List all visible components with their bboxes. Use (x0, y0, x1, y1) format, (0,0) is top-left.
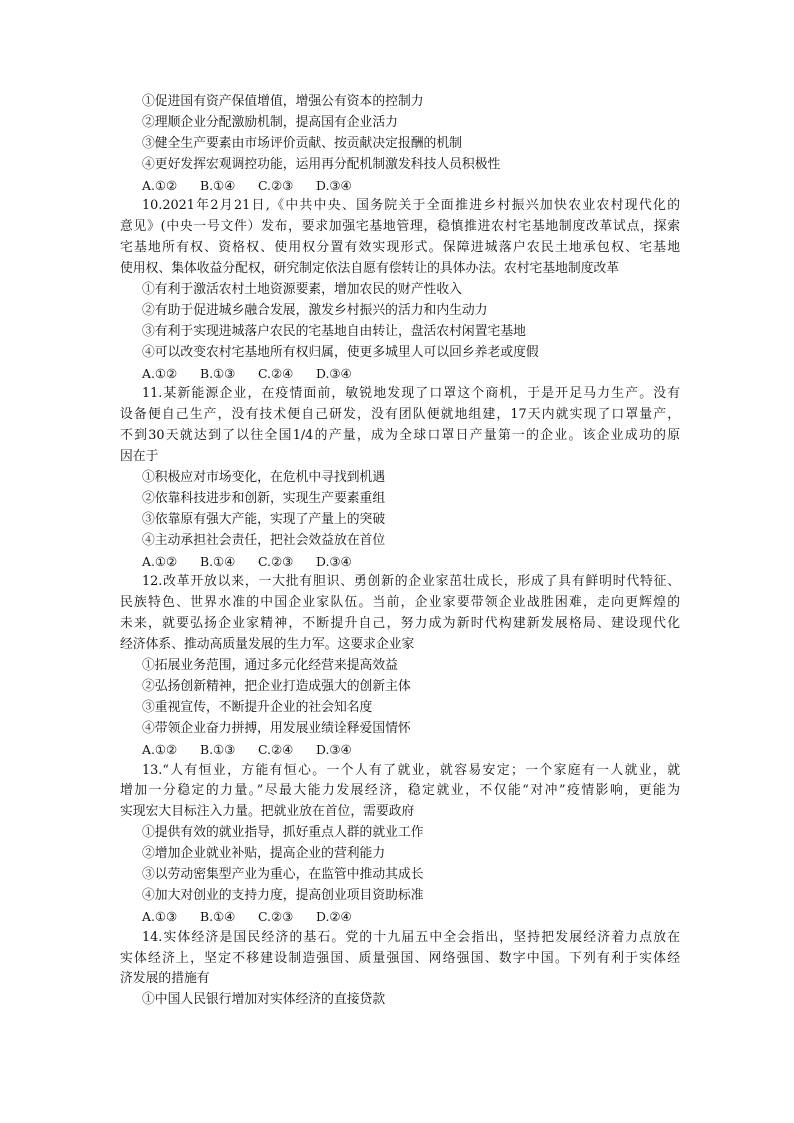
q11-choice-d: D.③④ (316, 553, 352, 569)
q10-choice-c: C.②④ (258, 365, 294, 381)
q11-option-1: ①积极应对市场变化，在危机中寻找到机遇 (142, 470, 386, 486)
q10-option-2: ②有助于促进城乡融合发展，激发乡村振兴的活力和内生动力 (142, 302, 488, 318)
q10-stem-line-3: 宅基地所有权、资格权、使用权分置有效实现形式。保障进城落户农民土地承包权、宅基地 (120, 240, 680, 256)
q11-stem-line-3: 不到30天就达到了以往全国1/4的产量，成为全球口罩日产量第一的企业。该企业成功的原 (120, 428, 680, 444)
q10-stem-line-1: 10.2021年2月21日,《中共中央、国务院关于全面推进乡村振兴加快农业农村现代化的 (142, 198, 680, 214)
q13-stem-line-2: 增加一分稳定的力量。”尽最大能力发展经济，稳定就业，不仅能“对冲”疫情影响，更能为 (120, 783, 680, 799)
q14-stem-line-3: 济发展的措施有 (120, 971, 210, 987)
q10-choice-b: B.①③ (200, 365, 236, 381)
q14-option-1: ①中国人民银行增加对实体经济的直接贷款 (142, 992, 386, 1008)
q9-choices (0, 176, 794, 197)
q11-option-2: ②依靠科技进步和创新，实现生产要素重组 (142, 490, 386, 506)
q10-choice-a: A.①② (142, 365, 178, 381)
q13-choice-c: C.②③ (258, 908, 294, 924)
q12-option-4: ④带领企业奋力拼搏，用发展业绩诠释爱国情怀 (142, 720, 411, 736)
q10-option-1: ①有利于激活农村土地资源要素，增加农民的财产性收入 (142, 282, 462, 298)
q13-choice-a: A.①③ (142, 908, 178, 924)
q11-stem-line-1: 11.某新能源企业，在疫情面前，敏锐地发现了口罩这个商机，于是开足马力生产。没有 (142, 386, 680, 402)
q12-choices (0, 740, 794, 761)
q13-choice-d: D.②④ (316, 908, 352, 924)
q12-stem-line-2: 民族特色、世界水准的中国企业家队伍。当前，企业家要带领企业战胜困难，走向更辉煌的 (120, 595, 680, 611)
q12-option-1: ①拓展业务范围，通过多元化经营来提高效益 (142, 658, 398, 674)
q13-choice-b: B.①④ (200, 908, 236, 924)
q14-stem-line-2: 实体经济上，坚定不移建设制造强国、质量强国、网络强国、数字中国。下列有利于实体经 (120, 950, 680, 966)
q11-option-3: ③依靠原有强大产能，实现了产量上的突破 (142, 511, 386, 527)
q11-option-4: ④主动承担社会责任，把社会效益放在首位 (142, 532, 386, 548)
q10-stem-line-4: 使用权、集体收益分配权，研究制定依法自愿有偿转让的具体办法。农村宅基地制度改革 (120, 261, 620, 277)
q10-option-4: ④可以改变农村宅基地所有权归属，使更多城里人可以回乡养老或度假 (142, 344, 539, 360)
q11-choices (0, 552, 794, 573)
q11-stem-line-2: 设备便自己生产，没有技术便自己研发，没有团队便就地组建，17天内就实现了口罩量产， (120, 407, 680, 423)
q12-option-2: ②弘扬创新精神，把企业打造成强大的创新主体 (142, 678, 411, 694)
q9-choice-b: B.①④ (200, 177, 236, 193)
q9-choice-c: C.②③ (258, 177, 294, 193)
q11-choice-b: B.①④ (200, 553, 236, 569)
q13-stem-line-3: 实现宏大目标注入力量。把就业放在首位，需要政府 (120, 804, 415, 820)
q12-stem-line-3: 未来，就要弘扬企业家精神，不断提升自己，努力成为新时代构建新发展格局、建设现代化 (120, 616, 680, 632)
q10-stem-line-2: 意见》(中央一号文件）发布，要求加强宅基地管理，稳慎推进农村宅基地制度改革试点，探索 (120, 219, 680, 235)
q12-choice-c: C.②④ (258, 741, 294, 757)
q13-option-2: ②增加企业就业补贴，提高企业的营利能力 (142, 846, 386, 862)
q9-option-3: ③健全生产要素由市场评价贡献、按贡献决定报酬的机制 (142, 135, 462, 151)
exam-page (0, 92, 794, 1011)
q13-option-1: ①提供有效的就业指导，抓好重点人群的就业工作 (142, 825, 424, 841)
q12-stem-line-1: 12.改革开放以来，一大批有胆识、勇创新的企业家茁壮成长，形成了具有鲜明时代特征、 (142, 574, 680, 590)
q9-option-1: ①促进国有资产保值增值，增强公有资本的控制力 (142, 94, 424, 109)
q9-option-2: ②理顺企业分配激励机制，提高国有企业活力 (142, 114, 398, 130)
q13-stem-line-1: 13.“人有恒业，方能有恒心。一个人有了就业，就容易安定；一个家庭有一人就业，就 (142, 762, 680, 778)
q12-choice-b: B.①③ (200, 741, 236, 757)
q13-option-4: ④加大对创业的支持力度，提高创业项目资助标准 (142, 887, 424, 903)
q12-choice-d: D.③④ (316, 741, 352, 757)
q13-choices (0, 907, 794, 928)
q14-stem-line-1: 14.实体经济是国民经济的基石。党的十九届五中全会指出，坚持把发展经济着力点放在 (142, 929, 680, 945)
q13-option-3: ③以劳动密集型产业为重心，在监管中推动其成长 (142, 866, 424, 882)
q11-choice-a: A.①② (142, 553, 178, 569)
q12-stem-line-4: 经济体系、推动高质量发展的生力军。这要求企业家 (120, 637, 415, 653)
q9-choice-d: D.③④ (316, 177, 352, 193)
q12-choice-a: A.①② (142, 741, 178, 757)
q10-option-3: ③有利于实现进城落户农民的宅基地自由转让，盘活农村闲置宅基地 (142, 323, 526, 339)
q10-choices (0, 364, 794, 385)
q10-choice-d: D.③④ (316, 365, 352, 381)
q12-option-3: ③重视宣传，不断提升企业的社会知名度 (142, 699, 373, 715)
q11-choice-c: C.②③ (258, 553, 294, 569)
q11-stem-line-4: 因在于 (120, 449, 159, 465)
q9-option-4: ④更好发挥宏观调控功能，运用再分配机制激发科技人员积极性 (142, 156, 501, 172)
q9-choice-a: A.①② (142, 177, 178, 193)
